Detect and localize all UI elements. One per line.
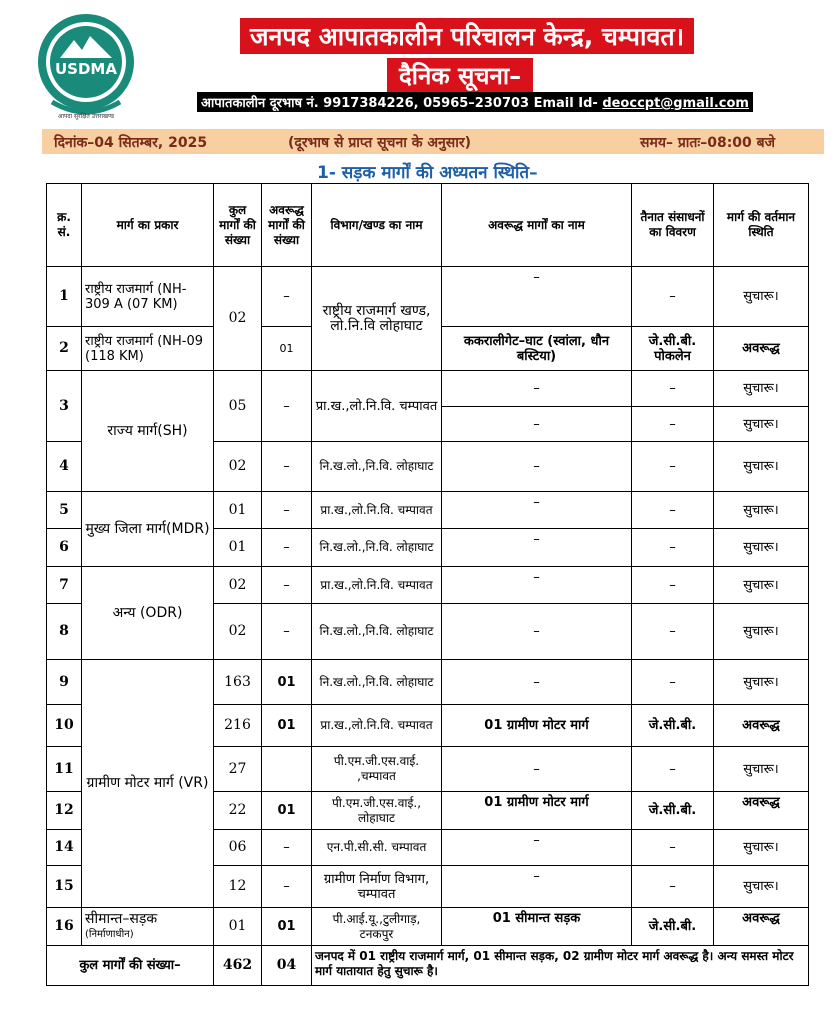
status-cell: सुचारू।	[714, 267, 809, 327]
table-row	[47, 660, 809, 705]
serial-cell: 11	[47, 747, 82, 792]
status-cell: सुचारू।	[714, 371, 809, 407]
road-type-cell: राष्ट्रीय राजमार्ग (NH-09 (118 KM)	[82, 327, 214, 371]
page-subtitle: दैनिक सूचना–	[387, 58, 533, 93]
dept-cell: ग्रामीण निर्माण विभाग, चम्पावत	[312, 866, 442, 908]
resource-cell: जे.सी.बी.	[632, 705, 714, 747]
blocked-cell: –	[262, 529, 312, 567]
total-cell: 163	[214, 660, 262, 705]
serial-cell: 5	[47, 492, 82, 529]
total-cell: 02	[214, 604, 262, 660]
blocked-road-cell: –	[442, 567, 632, 604]
serial-cell: 10	[47, 705, 82, 747]
info-bar	[42, 129, 824, 154]
resource-cell: –	[632, 604, 714, 660]
usdma-logo	[30, 10, 142, 122]
blocked-road-cell: ककरालीगेट–घाट (स्वांला, धौन बस्टिया)	[442, 327, 632, 371]
status-cell: सुचारू।	[714, 442, 809, 492]
blocked-cell: –	[262, 866, 312, 908]
header-cell: कुल मार्गों की संख्या	[214, 184, 262, 267]
road-type-cell: ग्रामीण मोटर मार्ग (VR)	[82, 660, 214, 908]
status-cell: सुचारू।	[714, 660, 809, 705]
dept-cell: प्रा.ख.,लो.नि.वि. चम्पावत	[312, 705, 442, 747]
blocked-cell: –	[262, 492, 312, 529]
footer-total: 462	[214, 946, 262, 986]
table-header-row	[47, 184, 809, 267]
blocked-road-cell: –	[442, 407, 632, 442]
report-date: दिनांक–04 सितम्बर, 2025	[54, 135, 208, 151]
blocked-road-cell: –	[442, 866, 632, 908]
dept-cell: पी.एम.जी.एस.वाई., लोहाघाट	[312, 792, 442, 830]
blocked-cell: 01	[262, 792, 312, 830]
table-footer-row	[47, 946, 809, 986]
blocked-road-cell: –	[442, 604, 632, 660]
resource-cell: जे.सी.बी.	[632, 792, 714, 830]
total-cell: 01	[214, 492, 262, 529]
dept-cell: नि.ख.लो.,नि.वि. लोहाघाट	[312, 442, 442, 492]
road-type-cell	[82, 908, 214, 946]
blocked-road-cell: –	[442, 267, 632, 327]
road-type-cell: अन्य (ODR)	[82, 567, 214, 660]
dept-cell: नि.ख.लो.,नि.वि. लोहाघाट	[312, 604, 442, 660]
resource-cell: –	[632, 830, 714, 866]
header-cell: विभाग/खण्ड का नाम	[312, 184, 442, 267]
blocked-cell: 01	[262, 660, 312, 705]
resource-cell: –	[632, 442, 714, 492]
blocked-road-cell: 01 सीमान्त सड़क	[442, 908, 632, 946]
blocked-cell: –	[262, 567, 312, 604]
blocked-road-cell: –	[442, 747, 632, 792]
status-cell: अवरूद्ध	[714, 327, 809, 371]
dept-cell: प्रा.ख.,लो.नि.वि. चम्पावत	[312, 492, 442, 529]
blocked-cell	[262, 747, 312, 792]
blocked-road-cell: –	[442, 442, 632, 492]
status-cell: सुचारू।	[714, 747, 809, 792]
dept-cell: पी.एम.जी.एस.वाई. ,चम्पावत	[312, 747, 442, 792]
dept-cell: राष्ट्रीय राजमार्ग खण्ड, लो.नि.वि लोहाघाट	[312, 267, 442, 371]
dept-cell: प्रा.ख.,लो.नि.वि. चम्पावत	[312, 567, 442, 604]
road-type-cell: राज्य मार्ग(SH)	[82, 371, 214, 492]
status-cell: सुचारू।	[714, 492, 809, 529]
status-cell: सुचारू।	[714, 866, 809, 908]
total-cell: 216	[214, 705, 262, 747]
serial-cell: 6	[47, 529, 82, 567]
header-cell: क्र. सं.	[47, 184, 82, 267]
resource-cell: जे.सी.बी. पोकलेन	[632, 327, 714, 371]
table-row	[47, 567, 809, 604]
contact-prefix: आपातकालीन दूरभाष नं. 9917384226, 05965–230703 Email Id-	[201, 96, 603, 111]
total-cell: 02	[214, 267, 262, 371]
resource-cell: –	[632, 407, 714, 442]
total-cell: 12	[214, 866, 262, 908]
header-cell: मार्ग का प्रकार	[82, 184, 214, 267]
status-cell: सुचारू।	[714, 567, 809, 604]
status-cell: सुचारू।	[714, 830, 809, 866]
road-type-note: (निर्माणाधीन)	[85, 928, 134, 940]
blocked-cell: 01	[262, 705, 312, 747]
resource-cell: –	[632, 866, 714, 908]
resource-cell: –	[632, 492, 714, 529]
blocked-road-cell: –	[442, 830, 632, 866]
blocked-cell: –	[262, 371, 312, 442]
serial-cell: 12	[47, 792, 82, 830]
resource-cell: जे.सी.बी.	[632, 908, 714, 946]
serial-cell: 4	[47, 442, 82, 492]
resource-cell: –	[632, 267, 714, 327]
blocked-cell: –	[262, 442, 312, 492]
header-cell: अवरूद्ध मार्गों का नाम	[442, 184, 632, 267]
total-cell: 02	[214, 567, 262, 604]
footer-blocked: 04	[262, 946, 312, 986]
status-cell: अवरूद्ध	[714, 792, 809, 830]
section-title: 1- सड़क मार्गों की अध्यतन स्थिति–	[317, 163, 538, 183]
dept-cell: पी.आई.यू.,टुलीगाड़, टनकपुर	[312, 908, 442, 946]
road-type-cell: मुख्य जिला मार्ग(MDR)	[82, 492, 214, 567]
resource-cell: –	[632, 660, 714, 705]
serial-cell: 3	[47, 371, 82, 442]
total-cell: 01	[214, 529, 262, 567]
blocked-cell: 01	[262, 327, 312, 371]
resource-cell: –	[632, 567, 714, 604]
blocked-cell: 01	[262, 908, 312, 946]
status-cell: अवरूद्ध	[714, 705, 809, 747]
dept-cell: प्रा.ख.,लो.नि.वि. चम्पावत	[312, 371, 442, 442]
footer-summary: जनपद में 01 राष्ट्रीय राजमार्ग मार्ग, 01 सीमान्त सड़क, 02 ग्रामीण मोटर मार्ग अवरूद्ध है। अन्य समस्त मोटर मार्ग यातायात हेतु सुचारू है।	[312, 946, 809, 986]
status-cell: अवरूद्ध	[714, 908, 809, 946]
total-cell: 06	[214, 830, 262, 866]
total-cell: 01	[214, 908, 262, 946]
blocked-cell: –	[262, 830, 312, 866]
blocked-cell: –	[262, 267, 312, 327]
resource-cell: –	[632, 529, 714, 567]
serial-cell: 2	[47, 327, 82, 371]
status-cell: सुचारू।	[714, 529, 809, 567]
logo-caption: आपदा सुरक्षित उत्तराखण्ड	[57, 113, 115, 120]
blocked-road-cell: –	[442, 529, 632, 567]
serial-cell: 7	[47, 567, 82, 604]
total-cell: 02	[214, 442, 262, 492]
status-cell: सुचारू।	[714, 407, 809, 442]
serial-cell: 1	[47, 267, 82, 327]
resource-cell: –	[632, 371, 714, 407]
dept-cell: नि.ख.लो.,नि.वि. लोहाघाट	[312, 660, 442, 705]
road-type-cell: राष्ट्रीय राजमार्ग (NH-309 A (07 KM)	[82, 267, 214, 327]
serial-cell: 8	[47, 604, 82, 660]
serial-cell: 15	[47, 866, 82, 908]
page-title: जनपद आपातकालीन परिचालन केन्द्र, चम्पावत।	[240, 18, 694, 54]
table-row	[47, 908, 809, 946]
blocked-cell: –	[262, 604, 312, 660]
footer-label: कुल मार्गों की संख्या–	[47, 946, 214, 986]
blocked-road-cell: –	[442, 371, 632, 407]
header-cell: तैनात संसाधनों का विवरण	[632, 184, 714, 267]
header-cell: मार्ग की वर्तमान स्थिति	[714, 184, 809, 267]
dept-cell: एन.पी.सी.सी. चम्पावत	[312, 830, 442, 866]
status-cell: सुचारू।	[714, 604, 809, 660]
table-row	[47, 492, 809, 529]
email-link[interactable]: deoccpt@gmail.com	[602, 96, 749, 111]
header-cell: अवरूद्ध मार्गों की संख्या	[262, 184, 312, 267]
blocked-road-cell: –	[442, 492, 632, 529]
serial-cell: 9	[47, 660, 82, 705]
blocked-road-cell: –	[442, 660, 632, 705]
resource-cell: –	[632, 747, 714, 792]
blocked-road-cell: 01 ग्रामीण मोटर मार्ग	[442, 792, 632, 830]
serial-cell: 14	[47, 830, 82, 866]
dept-cell: नि.ख.लो.,नि.वि. लोहाघाट	[312, 529, 442, 567]
table-row	[47, 371, 809, 407]
contact-line	[197, 92, 753, 112]
serial-cell: 16	[47, 908, 82, 946]
blocked-road-cell: 01 ग्रामीण मोटर मार्ग	[442, 705, 632, 747]
total-cell: 22	[214, 792, 262, 830]
table-row	[47, 267, 809, 327]
total-cell: 27	[214, 747, 262, 792]
report-time: समय– प्रातः–08:00 बजे	[640, 135, 776, 151]
report-source: (दूरभाष से प्राप्त सूचना के अनुसार)	[288, 135, 472, 151]
road-status-table	[46, 183, 809, 986]
road-type-label: सीमान्त–सड़क	[85, 910, 158, 927]
logo-text: USDMA	[55, 60, 117, 78]
total-cell: 05	[214, 371, 262, 442]
